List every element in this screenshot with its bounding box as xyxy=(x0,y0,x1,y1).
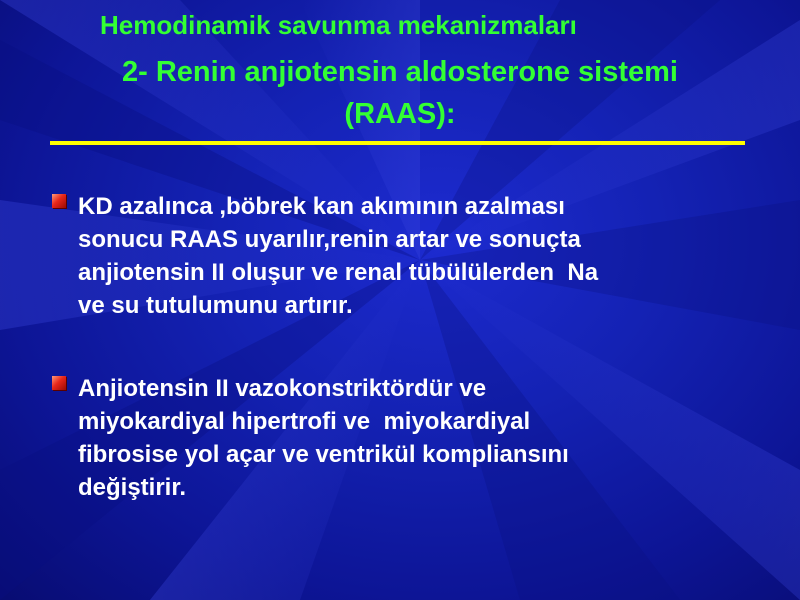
bullet-1-line-1: KD azalınca ,böbrek kan akımının azalması xyxy=(78,193,565,220)
bullet-2-line-4: değiştirir. xyxy=(78,474,187,501)
bullet-square-icon xyxy=(52,376,66,390)
slide-title-line2: 2- Renin anjiotensin aldosterone sistemi xyxy=(122,56,678,88)
bullet-1-line-3: anjiotensin II oluşur ve renal tübülülerden Na xyxy=(78,259,599,286)
bullet-2-line-2: miyokardiyal hipertrofi ve miyokardiyal xyxy=(78,408,531,435)
title-divider xyxy=(50,141,745,145)
bullet-text-1 xyxy=(78,190,758,322)
bullet-square-icon xyxy=(52,194,66,208)
bullet-2-line-3: fibrosise yol açar ve ventrikül kompliansını xyxy=(78,441,569,468)
bullet-1-line-4: ve su tutulumunu artırır. xyxy=(78,292,353,319)
slide-title-line1: Hemodinamik savunma mekanizmaları xyxy=(100,10,577,40)
bullet-text-2 xyxy=(78,372,758,504)
bullet-1-line-2: sonucu RAAS uyarılır,renin artar ve sonuçta xyxy=(78,226,581,253)
slide-title-line3: (RAAS): xyxy=(344,98,456,130)
bullet-2-line-1: Anjiotensin II vazokonstriktördür ve xyxy=(78,375,487,402)
